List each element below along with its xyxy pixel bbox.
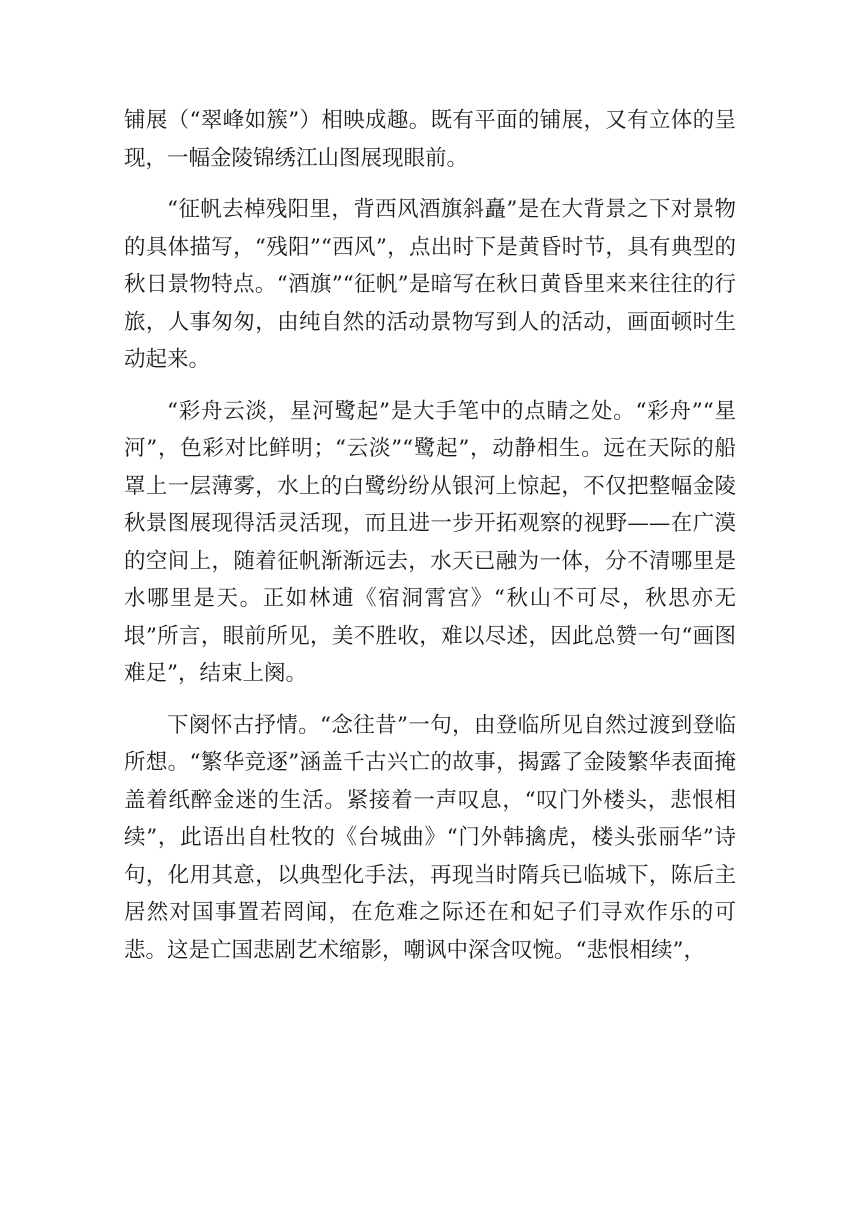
document-body	[124, 102, 736, 983]
paragraph-2: “征帆去棹残阳里，背西风酒旗斜矗”是在大背景之下对景物的具体描写，“残阳”“西风”，点出时下是黄昏时节，具有典型的秋日景物特点。“酒旗”“征帆”是暗写在秋日黄昏里来来往往的行旅，人事匆匆，由纯自然的活动景物写到人的活动，画面顿时生动起来。	[124, 197, 736, 372]
paragraph-4: 下阕怀古抒情。“念往昔”一句，由登临所见自然过渡到登临所想。“繁华竞逐”涵盖千古兴亡的故事，揭露了金陵繁华表面掩盖着纸醉金迷的生活。紧接着一声叹息，“叹门外楼头，悲恨相续”，此语出自杜牧的《台城曲》“门外韩擒虎，楼头张丽华”诗句，化用其意，以典型化手法，再现当时隋兵已临城下，陈后主居然对国事置若罔闻，在危难之际还在和妃子们寻欢作乐的可悲。这是亡国悲剧艺术缩影，嘲讽中深含叹惋。“悲恨相续”，	[124, 712, 736, 963]
paragraph-3: “彩舟云淡，星河鹭起”是大手笔中的点睛之处。“彩舟”“星河”，色彩对比鲜明；“云淡”“鹭起”，动静相生。远在天际的船罩上一层薄雾，水上的白鹭纷纷从银河上惊起，不仅把整幅金陵秋景图展现得活灵活现，而且进一步开拓观察的视野——在广漠的空间上，随着征帆渐渐远去，水天已融为一体，分不清哪里是水哪里是天。正如林逋《宿洞霄宫》“秋山不可尽，秋思亦无垠”所言，眼前所见，美不胜收，难以尽述，因此总赞一句“画图难足”，结束上阕。	[124, 398, 736, 686]
paragraph-1: 铺展（“翠峰如簇”）相映成趣。既有平面的铺展，又有立体的呈现，一幅金陵锦绣江山图展现眼前。	[124, 108, 736, 171]
